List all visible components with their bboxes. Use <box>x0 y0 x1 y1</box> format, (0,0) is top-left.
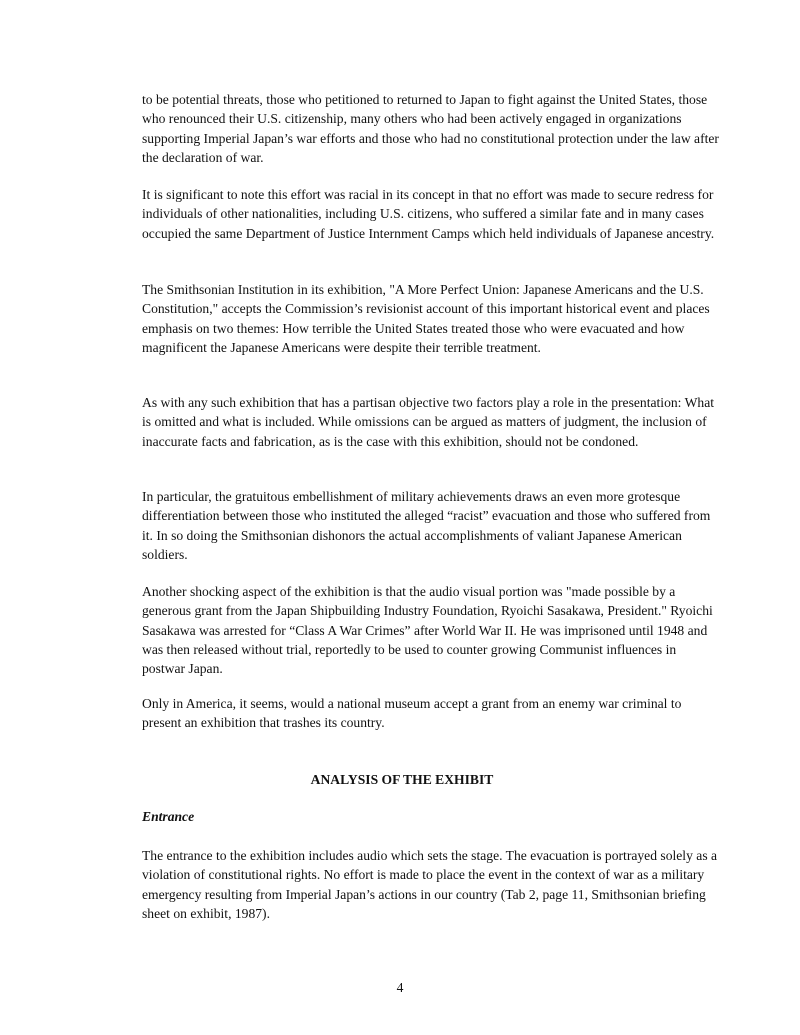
paragraph-2: It is significant to note this effort was racial in its concept in that no effort was made to secure redress for individuals of other nationalities, including U.S. citizens, who suffered a similar fate and in many cases occupied the same Department of Justice Internment Camps which held individuals of Japanese ancestry. <box>142 187 715 241</box>
paragraph-7: Only in America, it seems, would a national museum accept a grant from an enemy war criminal to present an exhibition that trashes its country. <box>142 696 682 731</box>
paragraph-6: Another shocking aspect of the exhibition is that the audio visual portion was "made possible by a generous grant from the Japan Shipbuilding Industry Foundation, Ryoichi Sasakawa, President." Ryoichi Sasakawa was arrested for “Class A War Crimes” after World War II. He was imprisoned until 1948 and was then released without trial, reportedly to be used to counter growing Communist influences in postwar Japan. <box>142 584 713 677</box>
paragraph-5: In particular, the gratuitous embellishment of military achievements draws an even more grotesque differentiation between those who instituted the alleged “racist” evacuation and those who suffered from it. In so doing the Smithsonian dishonors the actual accomplishments of valiant Japanese American soldiers. <box>142 489 711 562</box>
page-number: 4 <box>396 980 404 995</box>
paragraph-3: The Smithsonian Institution in its exhibition, "A More Perfect Union: Japanese Americans and the U.S. Constitution," accepts the Commission’s revisionist account of this important historical event and places emphasis on two themes: How terrible the United States treated those who were evacuated and how magnificent the Japanese Americans were despite their terrible treatment. <box>142 282 710 355</box>
sub-heading: Entrance <box>142 809 195 824</box>
section-heading: ANALYSIS OF THE EXHIBIT <box>310 772 494 787</box>
paragraph-1: to be potential threats, those who petitioned to returned to Japan to fight against the United States, those who renounced their U.S. citizenship, many others who had been actively engaged in organizations supporting Imperial Japan’s war efforts and those who had no constitutional protection under the law after the declaration of war. <box>142 92 719 165</box>
entrance-paragraph: The entrance to the exhibition includes audio which sets the stage. The evacuation is portrayed solely as a violation of constitutional rights. No effort is made to place the event in the context of war as a military emergency resulting from Imperial Japan’s actions in our country (Tab 2, page 11, Smithsonian briefing sheet on exhibit, 1987). <box>142 848 718 921</box>
paragraph-4: As with any such exhibition that has a partisan objective two factors play a role in the presentation: What is omitted and what is included. While omissions can be argued as matters of judgment, the inclusion of inaccurate facts and fabrication, as is the case with this exhibition, should not be condoned. <box>142 395 715 449</box>
